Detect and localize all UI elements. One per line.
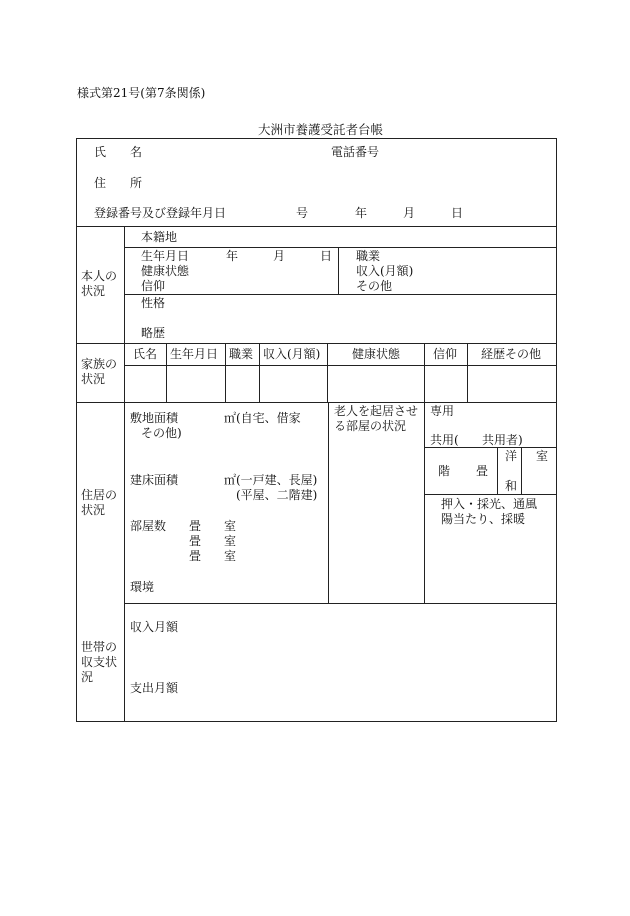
site-area-unit: ㎡(自宅、借家 [224, 411, 301, 425]
character-label: 性格 [141, 296, 166, 310]
divider [424, 494, 557, 495]
section-person: 本人の [81, 269, 118, 283]
room-label: 室 [224, 549, 237, 563]
divider [225, 343, 226, 402]
address-label: 住 所 [94, 176, 143, 190]
family-header-birth: 生年月日 [170, 347, 219, 361]
divider [76, 226, 557, 227]
phone-label: 電話番号 [331, 145, 380, 159]
family-header-belief: 信仰 [433, 347, 458, 361]
registration-go: 号 [296, 206, 309, 220]
tatami-label: 畳 [189, 519, 202, 533]
divider [124, 365, 557, 366]
divider [76, 343, 557, 344]
honseki-label: 本籍地 [141, 230, 178, 244]
family-header-name: 氏名 [133, 347, 158, 361]
belief-label: 信仰 [141, 279, 166, 293]
section-person: 状況 [81, 284, 106, 298]
floor-area-unit: (平屋、二階建) [236, 488, 318, 502]
tatami-label: 畳 [189, 534, 202, 548]
expense-monthly-label: 支出月額 [130, 681, 179, 695]
shared-label: 共用( [430, 433, 459, 447]
health-label: 健康状態 [141, 264, 190, 278]
divider [467, 343, 468, 402]
history-label: 略歴 [141, 326, 166, 340]
shared-with-label: 共用者) [482, 433, 523, 447]
divider [166, 343, 167, 402]
income-label: 収入(月額) [356, 264, 414, 278]
section-household: 収支状 [81, 655, 118, 669]
tatami-label: 畳 [189, 549, 202, 563]
floor-area-unit: ㎡(一戸建、長屋) [224, 473, 318, 487]
name-label: 氏 名 [94, 145, 143, 159]
divider [259, 343, 260, 402]
family-header-history: 経歴その他 [481, 347, 542, 361]
floor-area-label: 建床面積 [130, 473, 179, 487]
section-housing: 住居の [81, 488, 118, 502]
room-label: 室 [536, 449, 549, 463]
western-label: 洋 [505, 449, 518, 463]
divider [424, 343, 425, 402]
room-status-label: る部屋の状況 [334, 419, 407, 433]
section-household: 況 [81, 670, 94, 684]
job-label: 職業 [356, 249, 381, 263]
family-header-health: 健康状態 [352, 347, 401, 361]
divider [124, 247, 557, 248]
site-area-label: 敷地面積 [130, 411, 179, 425]
divider [497, 447, 498, 494]
divider [328, 402, 329, 603]
section-housing: 状況 [81, 503, 106, 517]
divider [124, 603, 557, 604]
divider [424, 402, 425, 603]
birth-day: 日 [320, 249, 333, 263]
income-monthly-label: 収入月額 [130, 620, 179, 634]
room-label: 室 [224, 519, 237, 533]
divider [338, 247, 339, 294]
registration-month: 月 [403, 206, 416, 220]
features-label: 押入・採光、通風 [441, 497, 538, 511]
features-label: 陽当たり、採暖 [441, 512, 526, 526]
divider [76, 402, 557, 403]
registration-day: 日 [451, 206, 464, 220]
japanese-label: 和 [505, 479, 518, 493]
divider [124, 226, 125, 722]
family-header-job: 職業 [229, 347, 254, 361]
other-label: その他 [356, 279, 393, 293]
birthdate-label: 生年月日 [141, 249, 190, 263]
floor-jo: 畳 [476, 464, 489, 478]
form-number: 様式第21号(第7条関係) [77, 86, 206, 100]
section-household: 世帯の [81, 640, 118, 654]
registration-year: 年 [355, 206, 368, 220]
environment-label: 環境 [130, 580, 155, 594]
family-header-income: 収入(月額) [263, 347, 321, 361]
form-title: 大洲市養護受託者台帳 [258, 122, 384, 137]
private-label: 専用 [430, 404, 455, 418]
birth-year: 年 [226, 249, 239, 263]
floor-kai: 階 [438, 464, 451, 478]
section-family: 状況 [81, 372, 106, 386]
birth-month: 月 [273, 249, 286, 263]
divider [424, 447, 557, 448]
rooms-label: 部屋数 [130, 519, 167, 533]
divider [327, 343, 328, 402]
divider [521, 447, 522, 494]
room-label: 室 [224, 534, 237, 548]
site-area-unit: その他) [141, 426, 182, 440]
registration-label: 登録番号及び登録年月日 [94, 206, 227, 220]
divider [124, 294, 557, 295]
room-status-label: 老人を起居させ [334, 404, 419, 418]
section-family: 家族の [81, 357, 118, 371]
